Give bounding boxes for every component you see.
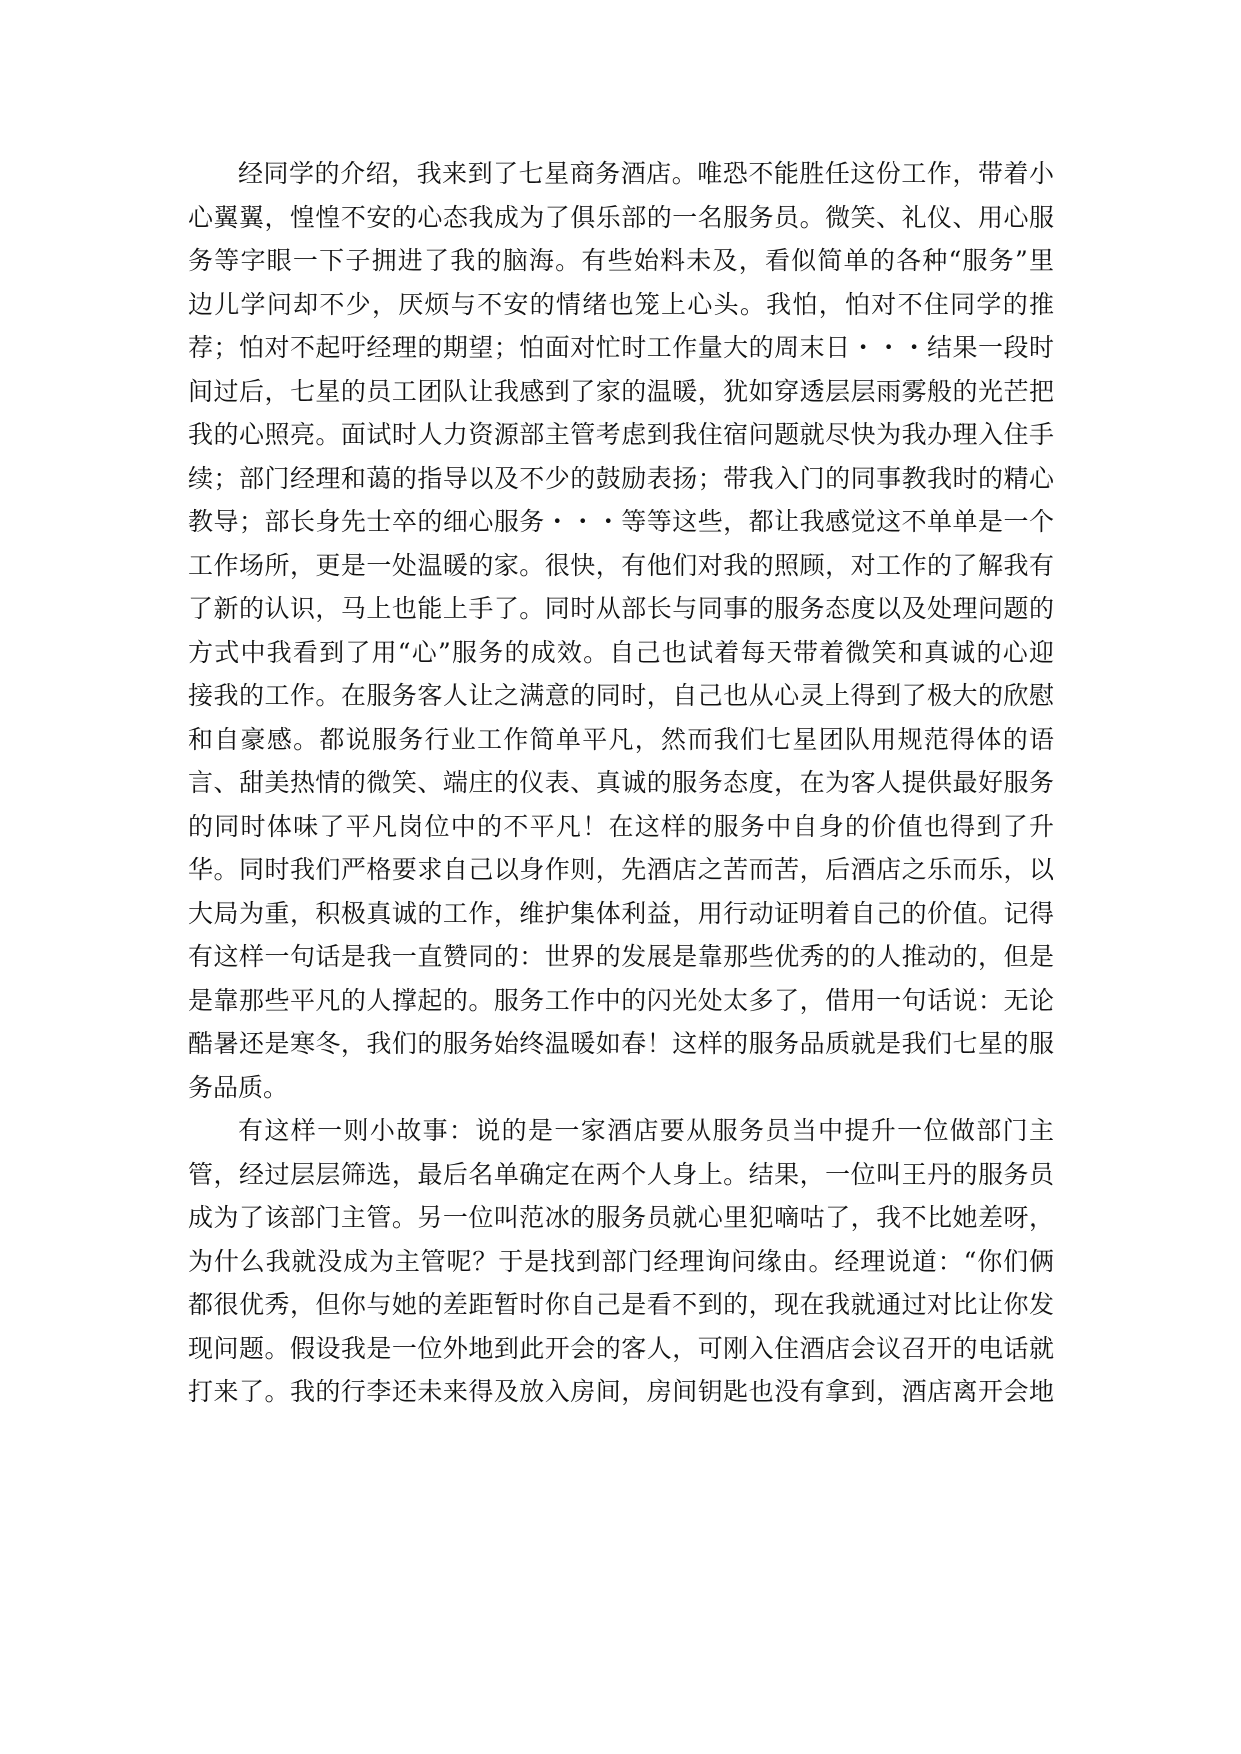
paragraph-1 — [188, 152, 1054, 1109]
paragraph-line: 有这样一句话是我一直赞同的：世界的发展是靠那些优秀的的人推动的，但是 — [188, 942, 1054, 971]
paragraph-line: 间过后，七星的员工团队让我感到了家的温暖，犹如穿透层层雨雾般的光芒把 — [188, 376, 1054, 406]
paragraph-line: 续；部门经理和蔼的指导以及不少的鼓励表扬；带我入门的同事教我时的精心 — [188, 463, 1054, 493]
paragraph-line: 教导；部长身先士卒的细心服务・・・等等这些，都让我感觉这不单单是一个 — [188, 507, 1054, 536]
paragraph-line: 的同时体味了平凡岗位中的不平凡！在这样的服务中自身的价值也得到了升 — [188, 811, 1054, 841]
document-body — [188, 152, 1054, 1414]
paragraph-line: 了新的认识，马上也能上手了。同时从部长与同事的服务态度以及处理问题的 — [188, 594, 1054, 623]
paragraph-line: 成为了该部门主管。另一位叫范冰的服务员就心里犯嘀咕了，我不比她差呀， — [188, 1203, 1054, 1232]
paragraph-line: 荐；怕对不起吁经理的期望；怕面对忙时工作量大的周末日・・・结果一段时 — [188, 333, 1054, 362]
paragraph-line: 为什么我就没成为主管呢？于是找到部门经理询问缘由。经理说道：“你们俩 — [188, 1246, 1054, 1276]
paragraph-line: 边儿学问却不少，厌烦与不安的情绪也笼上心头。我怕，怕对不住同学的推 — [188, 289, 1054, 319]
paragraph-line: 是靠那些平凡的人撑起的。服务工作中的闪光处太多了，借用一句话说：无论 — [188, 985, 1054, 1015]
paragraph-line: 经同学的介绍，我来到了七星商务酒店。唯恐不能胜任这份工作，带着小 — [238, 159, 1054, 188]
paragraph-line: 管，经过层层筛选，最后名单确定在两个人身上。结果，一位叫王丹的服务员 — [188, 1159, 1054, 1189]
paragraph-line: 都很优秀，但你与她的差距暂时你自己是看不到的，现在我就通过对比让你发 — [188, 1290, 1054, 1319]
paragraph-2 — [188, 1109, 1054, 1414]
paragraph-line: 务等字眼一下子拥进了我的脑海。有些始料未及，看似简单的各种“服务”里 — [188, 246, 1054, 275]
paragraph-line: 现问题。假设我是一位外地到此开会的客人，可刚入住酒店会议召开的电话就 — [188, 1333, 1054, 1363]
paragraph-line: 大局为重，积极真诚的工作，维护集体利益，用行动证明着自己的价值。记得 — [188, 898, 1054, 928]
paragraph-line: 方式中我看到了用“心”服务的成效。自己也试着每天带着微笑和真诚的心迎 — [188, 637, 1054, 667]
paragraph-line: 言、甜美热情的微笑、端庄的仪表、真诚的服务态度，在为客人提供最好服务 — [188, 768, 1054, 797]
paragraph-line: 工作场所，更是一处温暖的家。很快，有他们对我的照顾，对工作的了解我有 — [188, 550, 1054, 580]
paragraph-line: 心翼翼，惶惶不安的心态我成为了俱乐部的一名服务员。微笑、礼仪、用心服 — [188, 202, 1054, 232]
paragraph-line: 我的心照亮。面试时人力资源部主管考虑到我住宿问题就尽快为我办理入住手 — [188, 420, 1054, 449]
paragraph-line: 华。同时我们严格要求自己以身作则，先酒店之苦而苦，后酒店之乐而乐，以 — [188, 855, 1054, 884]
paragraph-line: 接我的工作。在服务客人让之满意的同时，自己也从心灵上得到了极大的欣慰 — [188, 681, 1054, 710]
paragraph-line: 有这样一则小故事：说的是一家酒店要从服务员当中提升一位做部门主 — [238, 1116, 1054, 1145]
paragraph-line: 务品质。 — [188, 1072, 289, 1102]
paragraph-line: 和自豪感。都说服务行业工作简单平凡，然而我们七星团队用规范得体的语 — [188, 724, 1054, 754]
paragraph-line: 打来了。我的行李还未来得及放入房间，房间钥匙也没有拿到，酒店离开会地 — [188, 1377, 1054, 1406]
paragraph-line: 酷暑还是寒冬，我们的服务始终温暖如春！这样的服务品质就是我们七星的服 — [188, 1029, 1054, 1058]
